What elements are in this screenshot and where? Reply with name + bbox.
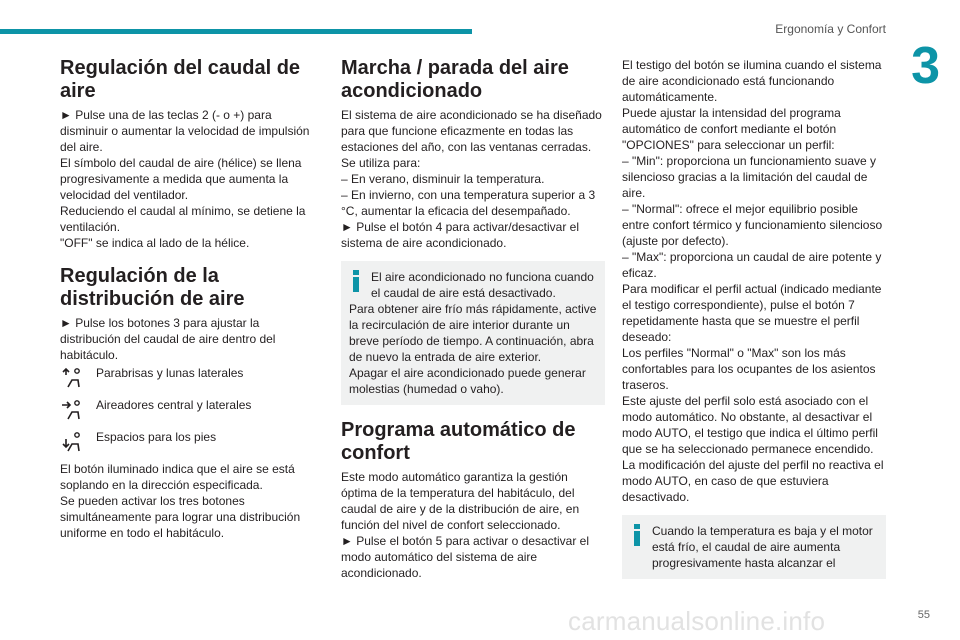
distribution-label: Aireadores central y laterales bbox=[96, 398, 252, 412]
paragraph: Reduciendo el caudal al mínimo, se detiene la ventilación. bbox=[60, 204, 306, 234]
paragraph: Se pueden activar los tres botones simultáneamente para lograr una distribución uniforme en todo el habitáculo. bbox=[60, 494, 301, 540]
paragraph: – "Min": proporciona un funcionamiento suave y silencioso gracias a la limitación del caudal de aire. bbox=[622, 154, 876, 200]
footwell-airflow-icon bbox=[60, 429, 86, 455]
column-2 bbox=[341, 57, 605, 581]
distribution-option-windscreen bbox=[60, 365, 318, 391]
info-icon bbox=[351, 270, 361, 292]
paragraph: "OFF" se indica al lado de la hélice. bbox=[60, 236, 250, 250]
paragraph: La modificación del ajuste del perfil no reactiva el modo AUTO, en caso de que estuviera desactivado. bbox=[622, 458, 884, 504]
column-3 bbox=[622, 57, 886, 579]
page-number: 55 bbox=[917, 609, 930, 621]
paragraph: El sistema de aire acondicionado se ha diseñado para que funcione eficazmente en todas las estaciones del año, con las ventanas cerradas. bbox=[341, 108, 602, 154]
paragraph: ► Pulse los botones 3 para ajustar la distribución del caudal de aire dentro del habitáculo. bbox=[60, 316, 276, 362]
paragraph: Para modificar el perfil actual (indicado mediante el testigo correspondiente), pulse el botón 7 repetidamente hasta que se muestre el perfil deseado: bbox=[622, 282, 882, 344]
watermark: carmanualsonline.info bbox=[568, 606, 826, 636]
paragraph: El botón iluminado indica que el aire se está soplando en la dirección especificada. bbox=[60, 462, 295, 492]
heading-auto-comfort: Programa automático de confort bbox=[341, 419, 576, 464]
paragraph: Este modo automático garantiza la gestión óptima de la temperatura del habitáculo, del caudal de aire y de la distribución de aire, en función del nivel de confort seleccionado. bbox=[341, 470, 580, 532]
paragraph: Este ajuste del perfil solo está asociado con el modo automático. No obstante, al desactivar el modo AUTO, el testigo que indica el último perfil que se ha seleccionado permanece encendido. bbox=[622, 394, 878, 456]
paragraph: ► Pulse el botón 4 para activar/desactivar el sistema de aire acondicionado. bbox=[341, 220, 580, 250]
info-icon bbox=[632, 524, 642, 546]
heading-airflow-regulation: Regulación del caudal de aire bbox=[60, 57, 301, 102]
info-text: Para obtener aire frío más rápidamente, active la recirculación de aire interior durante un breve período de tiempo. A continuación, abra de nuevo la entrada de aire exterior. bbox=[349, 302, 597, 364]
paragraph: Se utiliza para: bbox=[341, 156, 421, 170]
section-title: Ergonomía y Confort bbox=[775, 22, 886, 36]
windscreen-airflow-icon bbox=[60, 365, 86, 391]
distribution-option-vents bbox=[60, 397, 318, 423]
paragraph: – "Normal": ofrece el mejor equilibrio posible entre confort térmico y funcionamiento silencioso (ajuste por defecto). bbox=[622, 202, 883, 248]
info-text: Apagar el aire acondicionado puede generar molestias (humedad o vaho). bbox=[349, 366, 586, 396]
heading-ac-on-off: Marcha / parada del aire acondicionado bbox=[341, 57, 569, 102]
paragraph: Los perfiles "Normal" o "Max" son los más confortables para los ocupantes de los asientos traseros. bbox=[622, 346, 876, 392]
paragraph: El símbolo del caudal de aire (hélice) se llena progresivamente a medida que aumenta la velocidad del ventilador. bbox=[60, 156, 302, 202]
paragraph: ► Pulse el botón 5 para activar o desactivar el modo automático del sistema de aire acondicionado. bbox=[341, 534, 590, 580]
paragraph: Puede ajustar la intensidad del programa automático de confort mediante el botón "OPCIONES" para seleccionar un perfil: bbox=[622, 106, 841, 152]
chapter-number: 3 bbox=[911, 37, 940, 95]
info-box bbox=[622, 515, 886, 579]
paragraph: ► Pulse una de las teclas 2 (- o +) para disminuir o aumentar la velocidad de impulsión del aire. bbox=[60, 108, 310, 154]
column-1 bbox=[60, 57, 318, 541]
paragraph: El testigo del botón se ilumina cuando el sistema de aire acondicionado está funcionando automáticamente. bbox=[622, 58, 882, 104]
distribution-label: Parabrisas y lunas laterales bbox=[96, 366, 244, 380]
paragraph: – En invierno, con una temperatura superior a 3 °C, aumentar la eficacia del desempañado. bbox=[341, 188, 596, 218]
distribution-option-footwell bbox=[60, 429, 318, 455]
paragraph: – "Max": proporciona un caudal de aire potente y eficaz. bbox=[622, 250, 882, 280]
heading-air-distribution: Regulación de la distribución de aire bbox=[60, 265, 245, 310]
info-box bbox=[341, 261, 605, 405]
vents-airflow-icon bbox=[60, 397, 86, 423]
info-text: El aire acondicionado no funciona cuando el caudal de aire está desactivado. bbox=[371, 270, 594, 300]
paragraph: – En verano, disminuir la temperatura. bbox=[341, 172, 545, 186]
distribution-label: Espacios para los pies bbox=[96, 430, 217, 444]
header-accent-bar bbox=[0, 29, 472, 34]
info-text: Cuando la temperatura es baja y el motor está frío, el caudal de aire aumenta progresivamente hasta alcanzar el bbox=[652, 524, 873, 570]
